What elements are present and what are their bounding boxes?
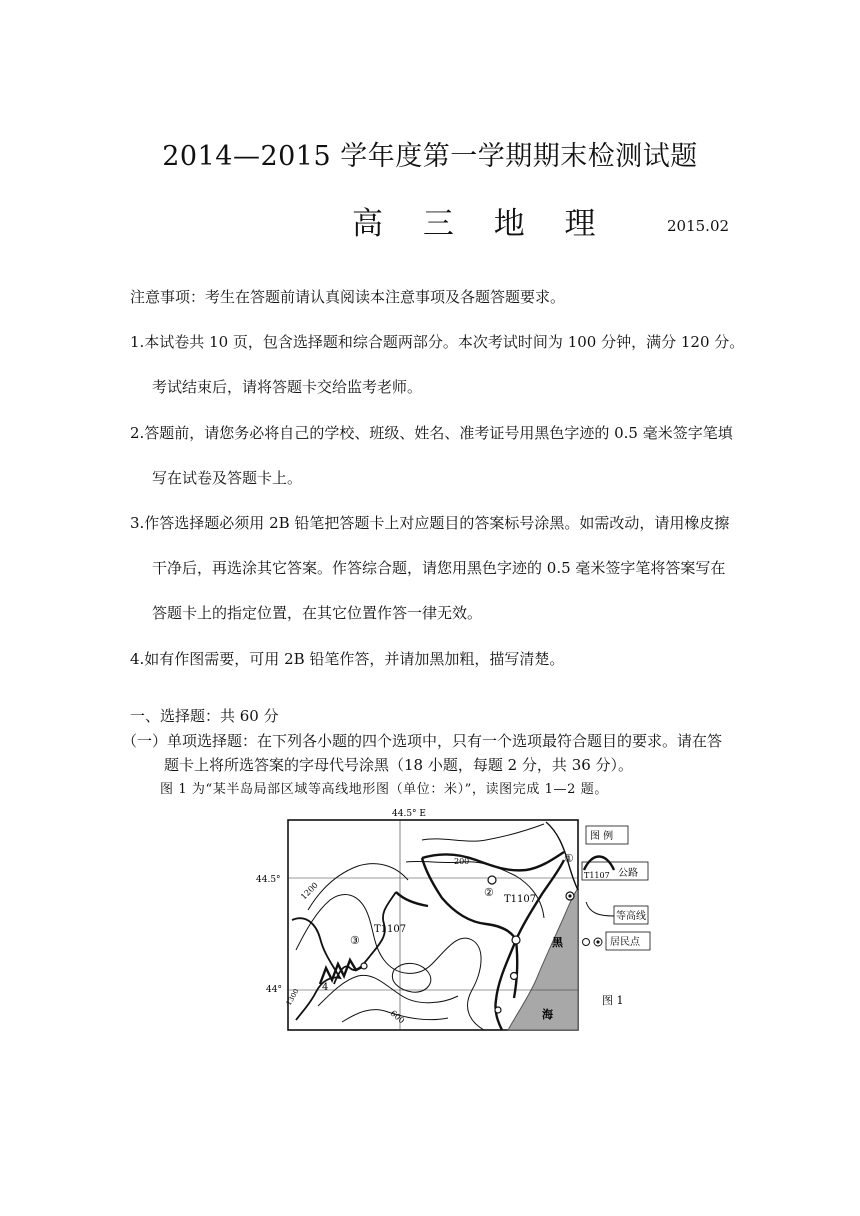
settlement-marker xyxy=(361,963,367,969)
notice-line: 3.作答选择题必须用 2B 铅笔把答题卡上对应题目的答案标号涂黑。如需改动，请用橡皮擦 xyxy=(130,514,730,532)
contour-line xyxy=(296,895,484,1030)
town-marker-dot xyxy=(568,894,571,897)
latitude-label: 44.5° xyxy=(256,875,281,885)
contour-line xyxy=(422,824,544,841)
section-title: 一、选择题：共 60 分 xyxy=(130,707,279,725)
settlement-marker xyxy=(495,1007,501,1013)
legend-settlement-label: 居民点 xyxy=(610,937,640,948)
contour-line xyxy=(318,975,458,1006)
point-label: 4 xyxy=(322,982,329,993)
contour-line xyxy=(392,963,430,992)
point-label: ① xyxy=(564,852,574,865)
road xyxy=(514,940,517,998)
part-instruction: （一）单项选择题：在下列各小题的四个选项中，只有一个选项最符合题目的要求。请在答 xyxy=(122,732,723,750)
notice-line: 答题卡上的指定位置，在其它位置作答一律无效。 xyxy=(152,604,483,622)
figure-label: 图 1 xyxy=(602,994,624,1007)
contour-label: 600 xyxy=(388,1008,407,1026)
exam-date: 2015.02 xyxy=(667,217,730,235)
contour-line xyxy=(308,864,408,910)
latitude-label: 44° xyxy=(266,985,282,995)
contour-line xyxy=(292,918,340,1020)
settlement-marker xyxy=(488,876,496,884)
notice-line: 2.答题前，请您务必将自己的学校、班级、姓名、准考证号用黑色字迹的 0.5 毫米签字笔填 xyxy=(130,424,733,442)
contour-map xyxy=(246,800,666,1040)
settlement-marker xyxy=(511,973,518,980)
exam-title: 2014—2015 学年度第一学期期末检测试题 xyxy=(162,141,698,172)
notice-line: 考试结束后，请将答题卡交给监考老师。 xyxy=(152,378,423,396)
contour-label: 1300 xyxy=(284,987,301,1007)
figure-intro: 图 1 为“某半岛局部区域等高线地形图（单位：米）”，读图完成 1—2 题。 xyxy=(160,782,608,797)
notice-line: 干净后，再选涂其它答案。作答综合题，请您用黑色字迹的 0.5 毫米签字笔将答案写在 xyxy=(152,559,726,577)
legend-road-label: 公路 xyxy=(618,868,638,879)
legend-contour-symbol xyxy=(586,902,614,916)
road xyxy=(422,852,564,870)
road xyxy=(396,892,428,906)
contour-label: 1200 xyxy=(299,880,320,902)
notice-line: 4.如有作图需要，可用 2B 铅笔作答，并请加黑加粗，描写清楚。 xyxy=(130,650,565,668)
settlement-marker xyxy=(512,936,520,944)
notice-line: 写在试卷及答题卡上。 xyxy=(152,469,303,487)
contour-label: 200 xyxy=(454,857,470,866)
legend-settlement-symbol xyxy=(583,939,590,946)
legend-title: 图 例 xyxy=(590,831,614,842)
part-instruction: 题卡上将所选答案的字母代号涂黑（18 小题，每题 2 分，共 36 分）。 xyxy=(164,756,634,774)
road-label: T1107 xyxy=(374,924,407,935)
subject-title: 高 三 地 理 xyxy=(352,206,611,242)
notice-heading: 注意事项：考生在答题前请认真阅读本注意事项及各题答题要求。 xyxy=(130,288,566,306)
contour-map-figure xyxy=(246,800,666,1040)
legend-contour-label: 等高线 xyxy=(616,911,646,922)
road xyxy=(495,940,516,1030)
road-label: T1107 xyxy=(504,894,537,905)
point-label: ② xyxy=(484,886,494,899)
legend-road-code: T1107 xyxy=(584,871,610,880)
legend-town-dot xyxy=(596,940,599,943)
notice-line: 1.本试卷共 10 页，包含选择题和综合题两部分。本次考试时间为 100 分钟，满分 120 分。 xyxy=(130,333,745,351)
point-label: ③ xyxy=(350,934,360,947)
road xyxy=(422,858,516,940)
longitude-label: 44.5° E xyxy=(392,809,426,819)
contour-line xyxy=(334,892,396,984)
sea-label: 黑 xyxy=(552,936,563,949)
legend-road-symbol xyxy=(584,857,614,871)
sea-label: 海 xyxy=(542,1008,553,1021)
